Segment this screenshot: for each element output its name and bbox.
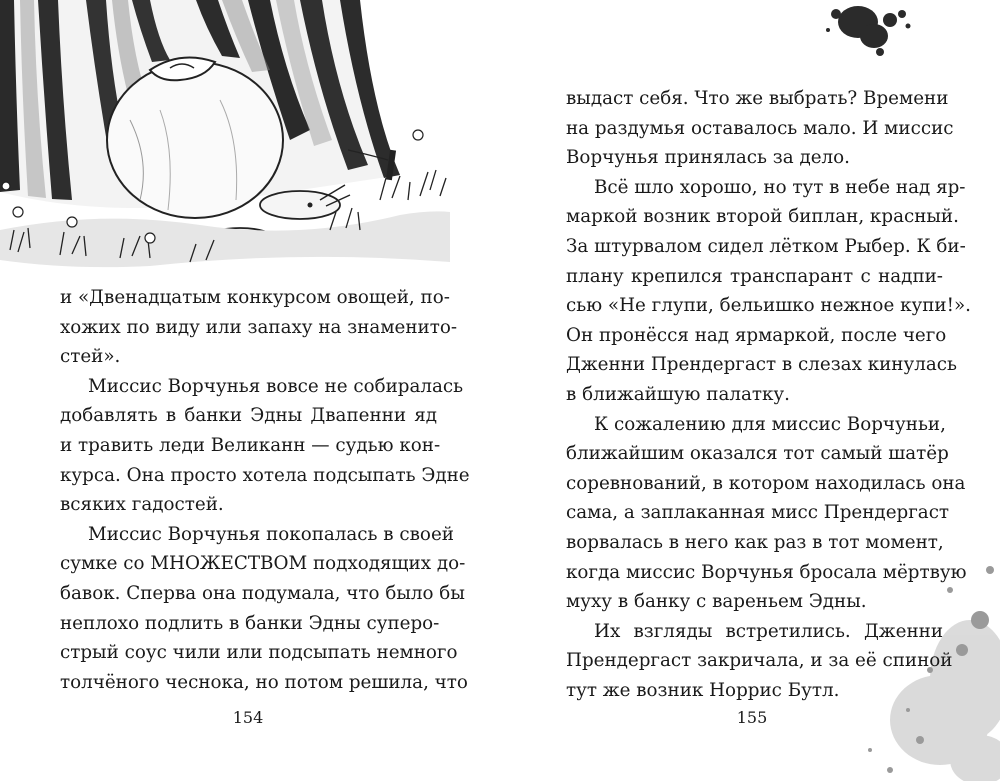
text-line: хожих по виду или запаху на знаменито- bbox=[60, 316, 458, 338]
text-line: добавлять в банки Эдны Двапенни яд bbox=[60, 405, 437, 427]
left-page-text bbox=[60, 283, 470, 697]
text-line: на раздумья оставалось мало. И миссис bbox=[566, 117, 954, 139]
right-page-text bbox=[566, 84, 971, 705]
text-line: плану крепился транспарант с надпи- bbox=[566, 265, 943, 287]
page-number: 154 bbox=[232, 708, 264, 727]
text-line: в ближайшую палатку. bbox=[566, 383, 790, 405]
text-line: Их взгляды встретились. Дженни bbox=[594, 620, 943, 642]
page-number: 155 bbox=[736, 708, 768, 727]
text-line: сумке со МНОЖЕСТВОМ подходящих до- bbox=[60, 553, 466, 575]
ink-blot-decoration bbox=[818, 0, 918, 60]
text-line: и «Двенадцатым конкурсом овощей, по- bbox=[60, 287, 450, 308]
text-line: Ворчунья принялась за дело. bbox=[566, 147, 850, 169]
text-line: соревнований, в котором находилась она bbox=[566, 472, 966, 494]
text-line: стрый соус чили или подсыпать немного bbox=[60, 642, 458, 664]
text-line: муху в банку с вареньем Эдны. bbox=[566, 591, 867, 613]
text-line: Дженни Прендергаст в слезах кинулась bbox=[566, 354, 957, 376]
text-line: и травить леди Великанн — судью кон- bbox=[60, 434, 441, 456]
text-line: бавок. Сперва она подумала, что было бы bbox=[60, 582, 465, 604]
text-line: Он пронёсся над ярмаркой, после чего bbox=[566, 324, 947, 346]
text-line: Миссис Ворчунья вовсе не собиралась bbox=[88, 375, 464, 397]
text-line: ворвалась в него как раз в тот момент, bbox=[566, 531, 944, 553]
text-line: всяких гадостей. bbox=[60, 494, 224, 516]
text-line: неплохо подлить в банки Эдны суперо- bbox=[60, 612, 440, 634]
text-line: К сожалению для миссис Ворчуньи, bbox=[594, 413, 946, 435]
text-line: когда миссис Ворчунья бросала мёртвую bbox=[566, 561, 967, 583]
text-line: выдаст себя. Что же выбрать? Времени bbox=[566, 88, 949, 109]
text-line: тут же возник Норрис Бутл. bbox=[566, 679, 840, 701]
text-line: толчёного чеснока, но потом решила, что bbox=[60, 671, 468, 693]
text-line: Миссис Ворчунья покопалась в своей bbox=[88, 523, 454, 545]
text-line: За штурвалом сидел лётком Рыбер. К би- bbox=[566, 235, 966, 257]
text-line: Всё шло хорошо, но тут в небе над яр- bbox=[594, 176, 966, 198]
text-line: сью «Не глупи, бельишко нежное купи!». bbox=[566, 295, 971, 317]
tent-illustration bbox=[0, 0, 450, 272]
text-line: Прендергаст закричала, и за её спиной bbox=[566, 650, 953, 672]
text-line: стей». bbox=[60, 346, 121, 368]
text-line: ближайшим оказался тот самый шатёр bbox=[566, 443, 949, 465]
text-line: маркой возник второй биплан, красный. bbox=[566, 206, 959, 228]
right-page bbox=[500, 0, 1000, 781]
text-line: курса. Она просто хотела подсыпать Эдне bbox=[60, 464, 470, 486]
text-line: сама, а заплаканная мисс Прендергаст bbox=[566, 502, 950, 524]
